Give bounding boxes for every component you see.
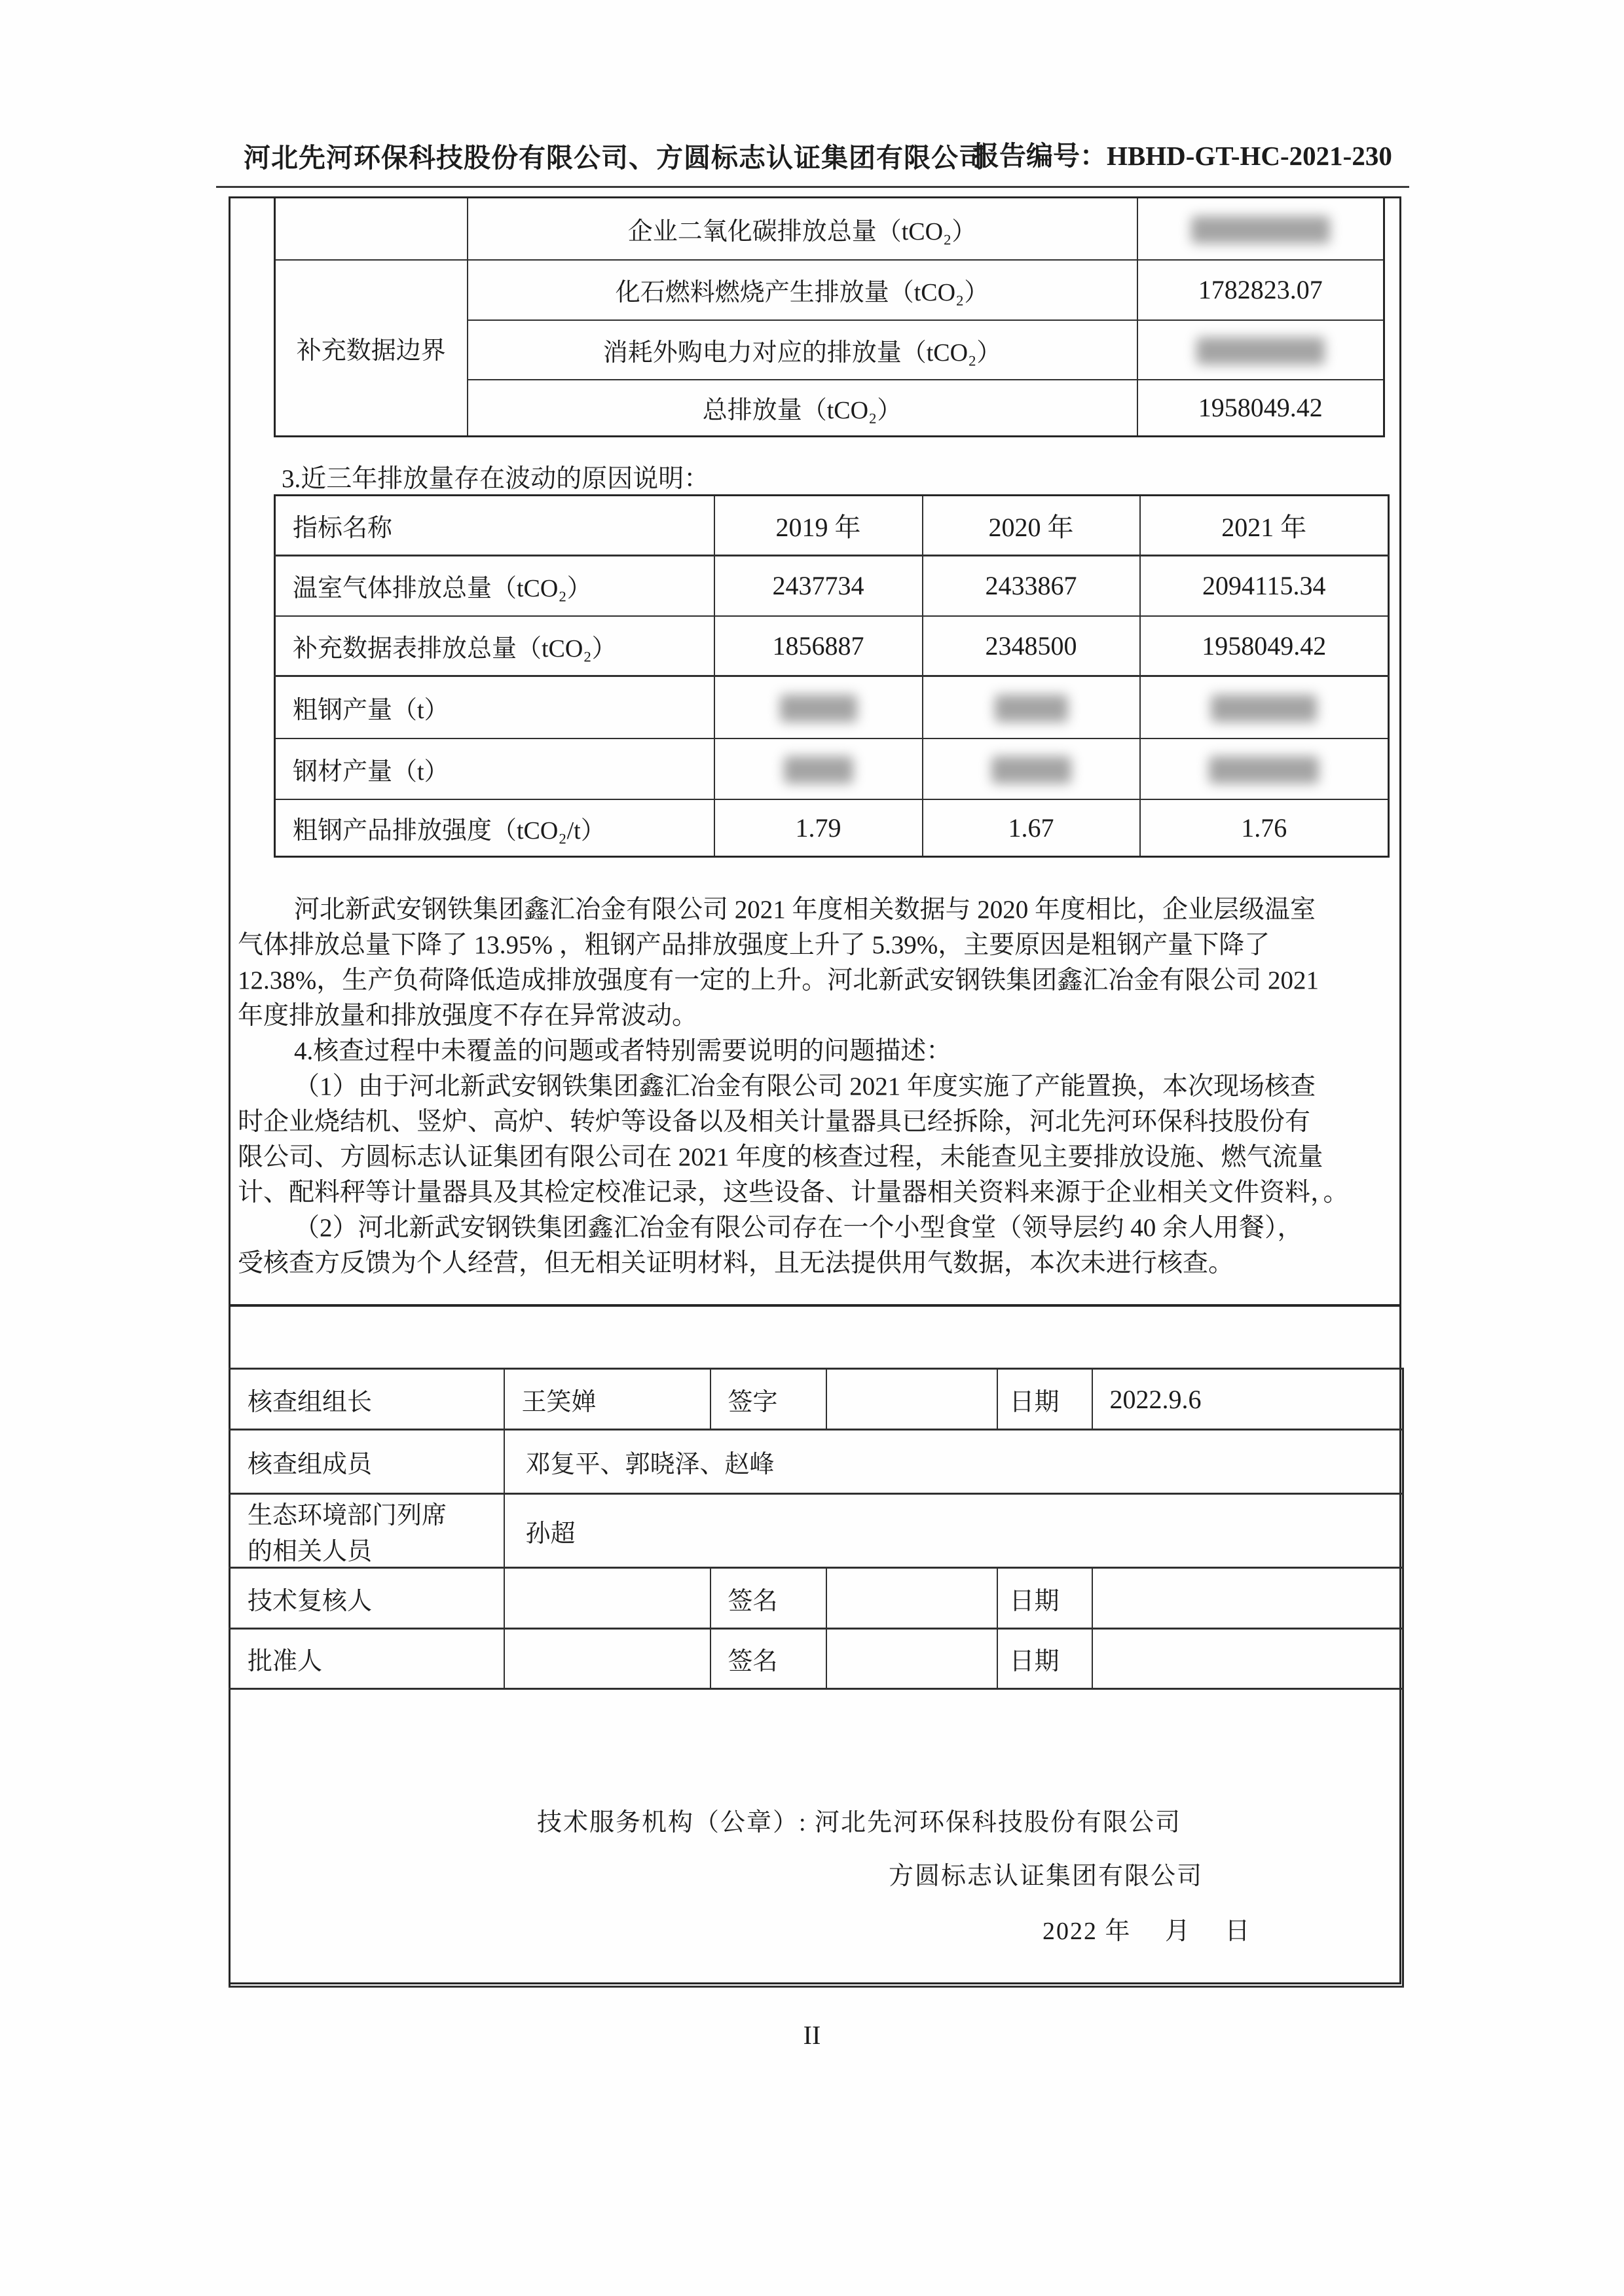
signature-cell: [826, 1629, 997, 1689]
redacted-value: [1137, 198, 1384, 260]
paragraph-line: 年度排放量和排放强度不存在异常波动。: [238, 1002, 698, 1030]
leader-name: 王笑婵: [504, 1369, 710, 1430]
redacted-value: [1140, 676, 1389, 738]
table-row: [275, 198, 1384, 260]
env-dept-label: [230, 1494, 504, 1568]
metric-label: 钢材产量（t）: [275, 738, 714, 799]
supplementary-data-table: [274, 196, 1385, 437]
metric-value: 1.67: [923, 799, 1140, 857]
col-2020: 2020 年: [923, 496, 1140, 556]
signature-row-approver: [230, 1629, 1403, 1689]
paragraph-line: 气体排放总量下降了 13.95% ，粗钢产品排放强度上升了 5.39%，主要原因是粗钢产量下降了: [238, 931, 1270, 959]
metric-value: 2348500: [923, 616, 1140, 676]
paragraph-line: 12.38%，生产负荷降低造成排放强度有一定的上升。河北新武安钢铁集团鑫汇冶金有限公司 2021: [238, 966, 1319, 994]
sign-label: 签名: [710, 1568, 826, 1629]
metric-label: 补充数据表排放总量（tCO₂）: [275, 616, 714, 676]
metric-value: 1.76: [1140, 799, 1389, 857]
metric-value: 1856887: [714, 616, 923, 676]
body-text: [238, 892, 1402, 1281]
section-3-heading: 3.近三年排放量存在波动的原因说明：: [282, 465, 710, 493]
signature-block: [229, 1368, 1402, 1988]
col-metric-name: 指标名称: [275, 496, 714, 556]
empty-cell: [275, 198, 468, 260]
date-label: 日期: [997, 1629, 1092, 1689]
header-organizations: 河北先河环保科技股份有限公司、方圆标志认证集团有限公司: [244, 143, 986, 173]
emissions-trend-table: [274, 494, 1390, 858]
section-divider: [229, 1304, 1401, 1307]
signature-row-members: [230, 1430, 1403, 1494]
table-row: [275, 676, 1389, 738]
leader-label: 核查组组长: [230, 1369, 504, 1430]
signature-cell: [826, 1568, 997, 1629]
paragraph-line: 受核查方反馈为个人经营，但无相关证明材料，且无法提供用气数据，本次未进行核查。: [238, 1249, 1234, 1277]
section-4-heading: 4.核查过程中未覆盖的问题或者特别需要说明的问题描述：: [294, 1037, 952, 1065]
table-row: [275, 556, 1389, 616]
metric-label: 粗钢产品排放强度（tCO₂/t）: [275, 799, 714, 857]
metric-label: 企业二氧化碳排放总量（tCO₂）: [468, 198, 1137, 260]
footer-date-line: 2022 年 月 日: [1043, 1918, 1251, 1945]
table-row: [275, 260, 1384, 320]
metric-value: 2094115.34: [1140, 556, 1389, 616]
metric-value: 1782823.07: [1137, 260, 1384, 320]
approver-label: 批准人: [230, 1629, 504, 1689]
signature-row-env-dept: [230, 1494, 1403, 1568]
redacted-value: [714, 676, 923, 738]
date-label: 日期: [997, 1568, 1092, 1629]
name-cell: [504, 1629, 710, 1689]
metric-label: 温室气体排放总量（tCO₂）: [275, 556, 714, 616]
env-dept-label-line1: 生态环境部门列席: [248, 1502, 447, 1529]
signature-cell: [826, 1369, 997, 1430]
metric-value: 2437734: [714, 556, 923, 616]
redacted-value: [714, 738, 923, 799]
group-label-cell: 补充数据边界: [275, 260, 468, 437]
signature-row-leader: [230, 1369, 1403, 1430]
metric-value: 2433867: [923, 556, 1140, 616]
sign-label: 签名: [710, 1629, 826, 1689]
paragraph-line: （1）由于河北新武安钢铁集团鑫汇冶金有限公司 2021 年度实施了产能置换，本次现场核查: [294, 1072, 1316, 1101]
redacted-value: [1137, 320, 1384, 380]
sign-label: 签字: [710, 1369, 826, 1430]
paragraph-line: （2）河北新武安钢铁集团鑫汇冶金有限公司存在一个小型食堂（领导层约 40 余人用餐），: [294, 1214, 1303, 1242]
name-cell: [504, 1568, 710, 1629]
metric-value: 1958049.42: [1140, 616, 1389, 676]
header-rule: [216, 186, 1409, 188]
footer-agency-line2: 方圆标志认证集团有限公司: [889, 1863, 1204, 1890]
paragraph-line: 计、配料秤等计量器具及其检定校准记录，这些设备、计量器相关资料来源于企业相关文件资料，。: [238, 1178, 1349, 1207]
metric-value: 1.79: [714, 799, 923, 857]
date-cell: [1092, 1568, 1403, 1629]
env-dept-label-line2: 的相关人员: [248, 1538, 373, 1565]
members-label: 核查组成员: [230, 1430, 504, 1494]
paragraph-line: 河北新武安钢铁集团鑫汇冶金有限公司 2021 年度相关数据与 2020 年度相比，企业层级温室: [294, 896, 1316, 924]
table-row: [275, 738, 1389, 799]
metric-label: 化石燃料燃烧产生排放量（tCO₂）: [468, 260, 1137, 320]
table-row: [275, 616, 1389, 676]
redacted-value: [1140, 738, 1389, 799]
tech-reviewer-label: 技术复核人: [230, 1568, 504, 1629]
metric-label: 总排放量（tCO₂）: [468, 380, 1137, 437]
report-number-label: 报告编号：: [972, 141, 1107, 171]
table-row: [275, 799, 1389, 857]
env-dept-name: 孙超: [504, 1494, 1403, 1568]
metric-value: 1958049.42: [1137, 380, 1384, 437]
date-value: 2022.9.6: [1092, 1369, 1403, 1430]
date-cell: [1092, 1629, 1403, 1689]
col-2021: 2021 年: [1140, 496, 1389, 556]
paragraph-line: 限公司、方圆标志认证集团有限公司在 2021 年度的核查过程，未能查见主要排放设施、燃气流量: [238, 1143, 1323, 1171]
footer-agency-line1: 技术服务机构（公章）: 河北先河环保科技股份有限公司: [537, 1809, 1182, 1836]
date-label: 日期: [997, 1369, 1092, 1430]
metric-label: 粗钢产量（t）: [275, 676, 714, 738]
signature-row-tech-reviewer: [230, 1568, 1403, 1629]
members-names: 邓复平、郭晓泽、赵峰: [504, 1430, 1403, 1494]
redacted-value: [923, 676, 1140, 738]
table-header-row: [275, 496, 1389, 556]
page-number: II: [803, 2020, 821, 2050]
report-number-value: HBHD-GT-HC-2021-230: [1107, 141, 1392, 171]
redacted-value: [923, 738, 1140, 799]
col-2019: 2019 年: [714, 496, 923, 556]
paragraph-line: 时企业烧结机、竖炉、高炉、转炉等设备以及相关计量器具已经拆除，河北先河环保科技股份有: [238, 1108, 1311, 1136]
metric-label: 消耗外购电力对应的排放量（tCO₂）: [468, 320, 1137, 380]
report-number: [972, 134, 1405, 173]
